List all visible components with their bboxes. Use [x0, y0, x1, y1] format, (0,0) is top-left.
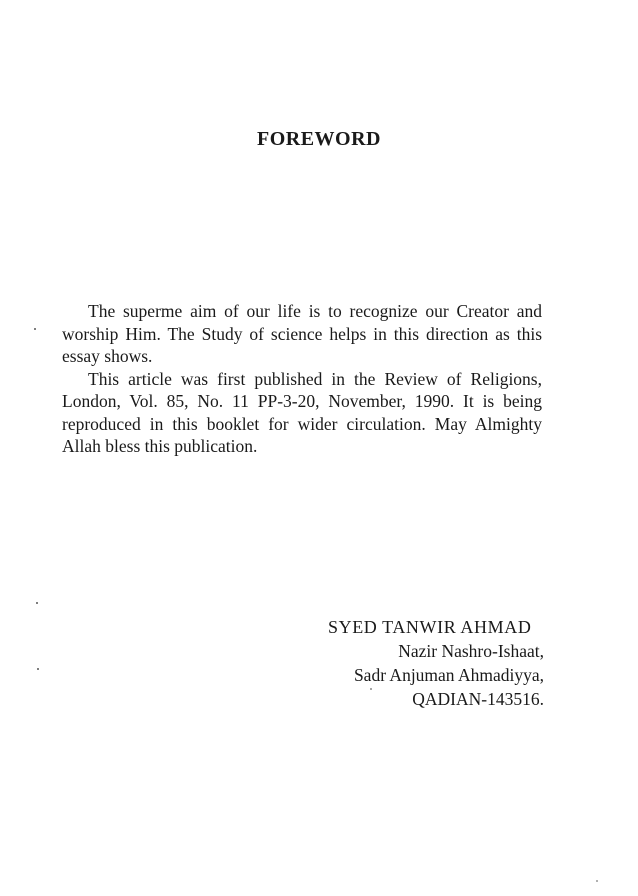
signatory-name: SYED TANWIR AHMAD — [328, 617, 532, 637]
page-title: FOREWORD — [257, 128, 381, 150]
scan-speck — [370, 688, 372, 690]
scan-speck — [34, 328, 36, 330]
scan-speck — [37, 668, 39, 670]
scan-speck — [596, 880, 598, 882]
signatory-organization: Sadr Anjuman Ahmadiyya, — [353, 665, 544, 685]
paragraph-2: This article was first published in the Review of Religions, London, Vol. 85, No. 11 PP-3-20, November, 1990. It is being reproduced in this booklet for wider circulation. May Almighty Allah bless this publication. — [62, 368, 542, 456]
foreword-body — [62, 300, 542, 458]
signatory-location: QADIAN-143516. — [412, 689, 544, 709]
paragraph-1: The superme aim of our life is to recognize our Creator and worship Him. The Study of science helps in this direction as this essay shows. — [62, 301, 542, 366]
scan-speck — [36, 602, 38, 604]
signature-block — [328, 615, 544, 711]
signatory-title: Nazir Nashro-Ishaat, — [398, 641, 544, 661]
